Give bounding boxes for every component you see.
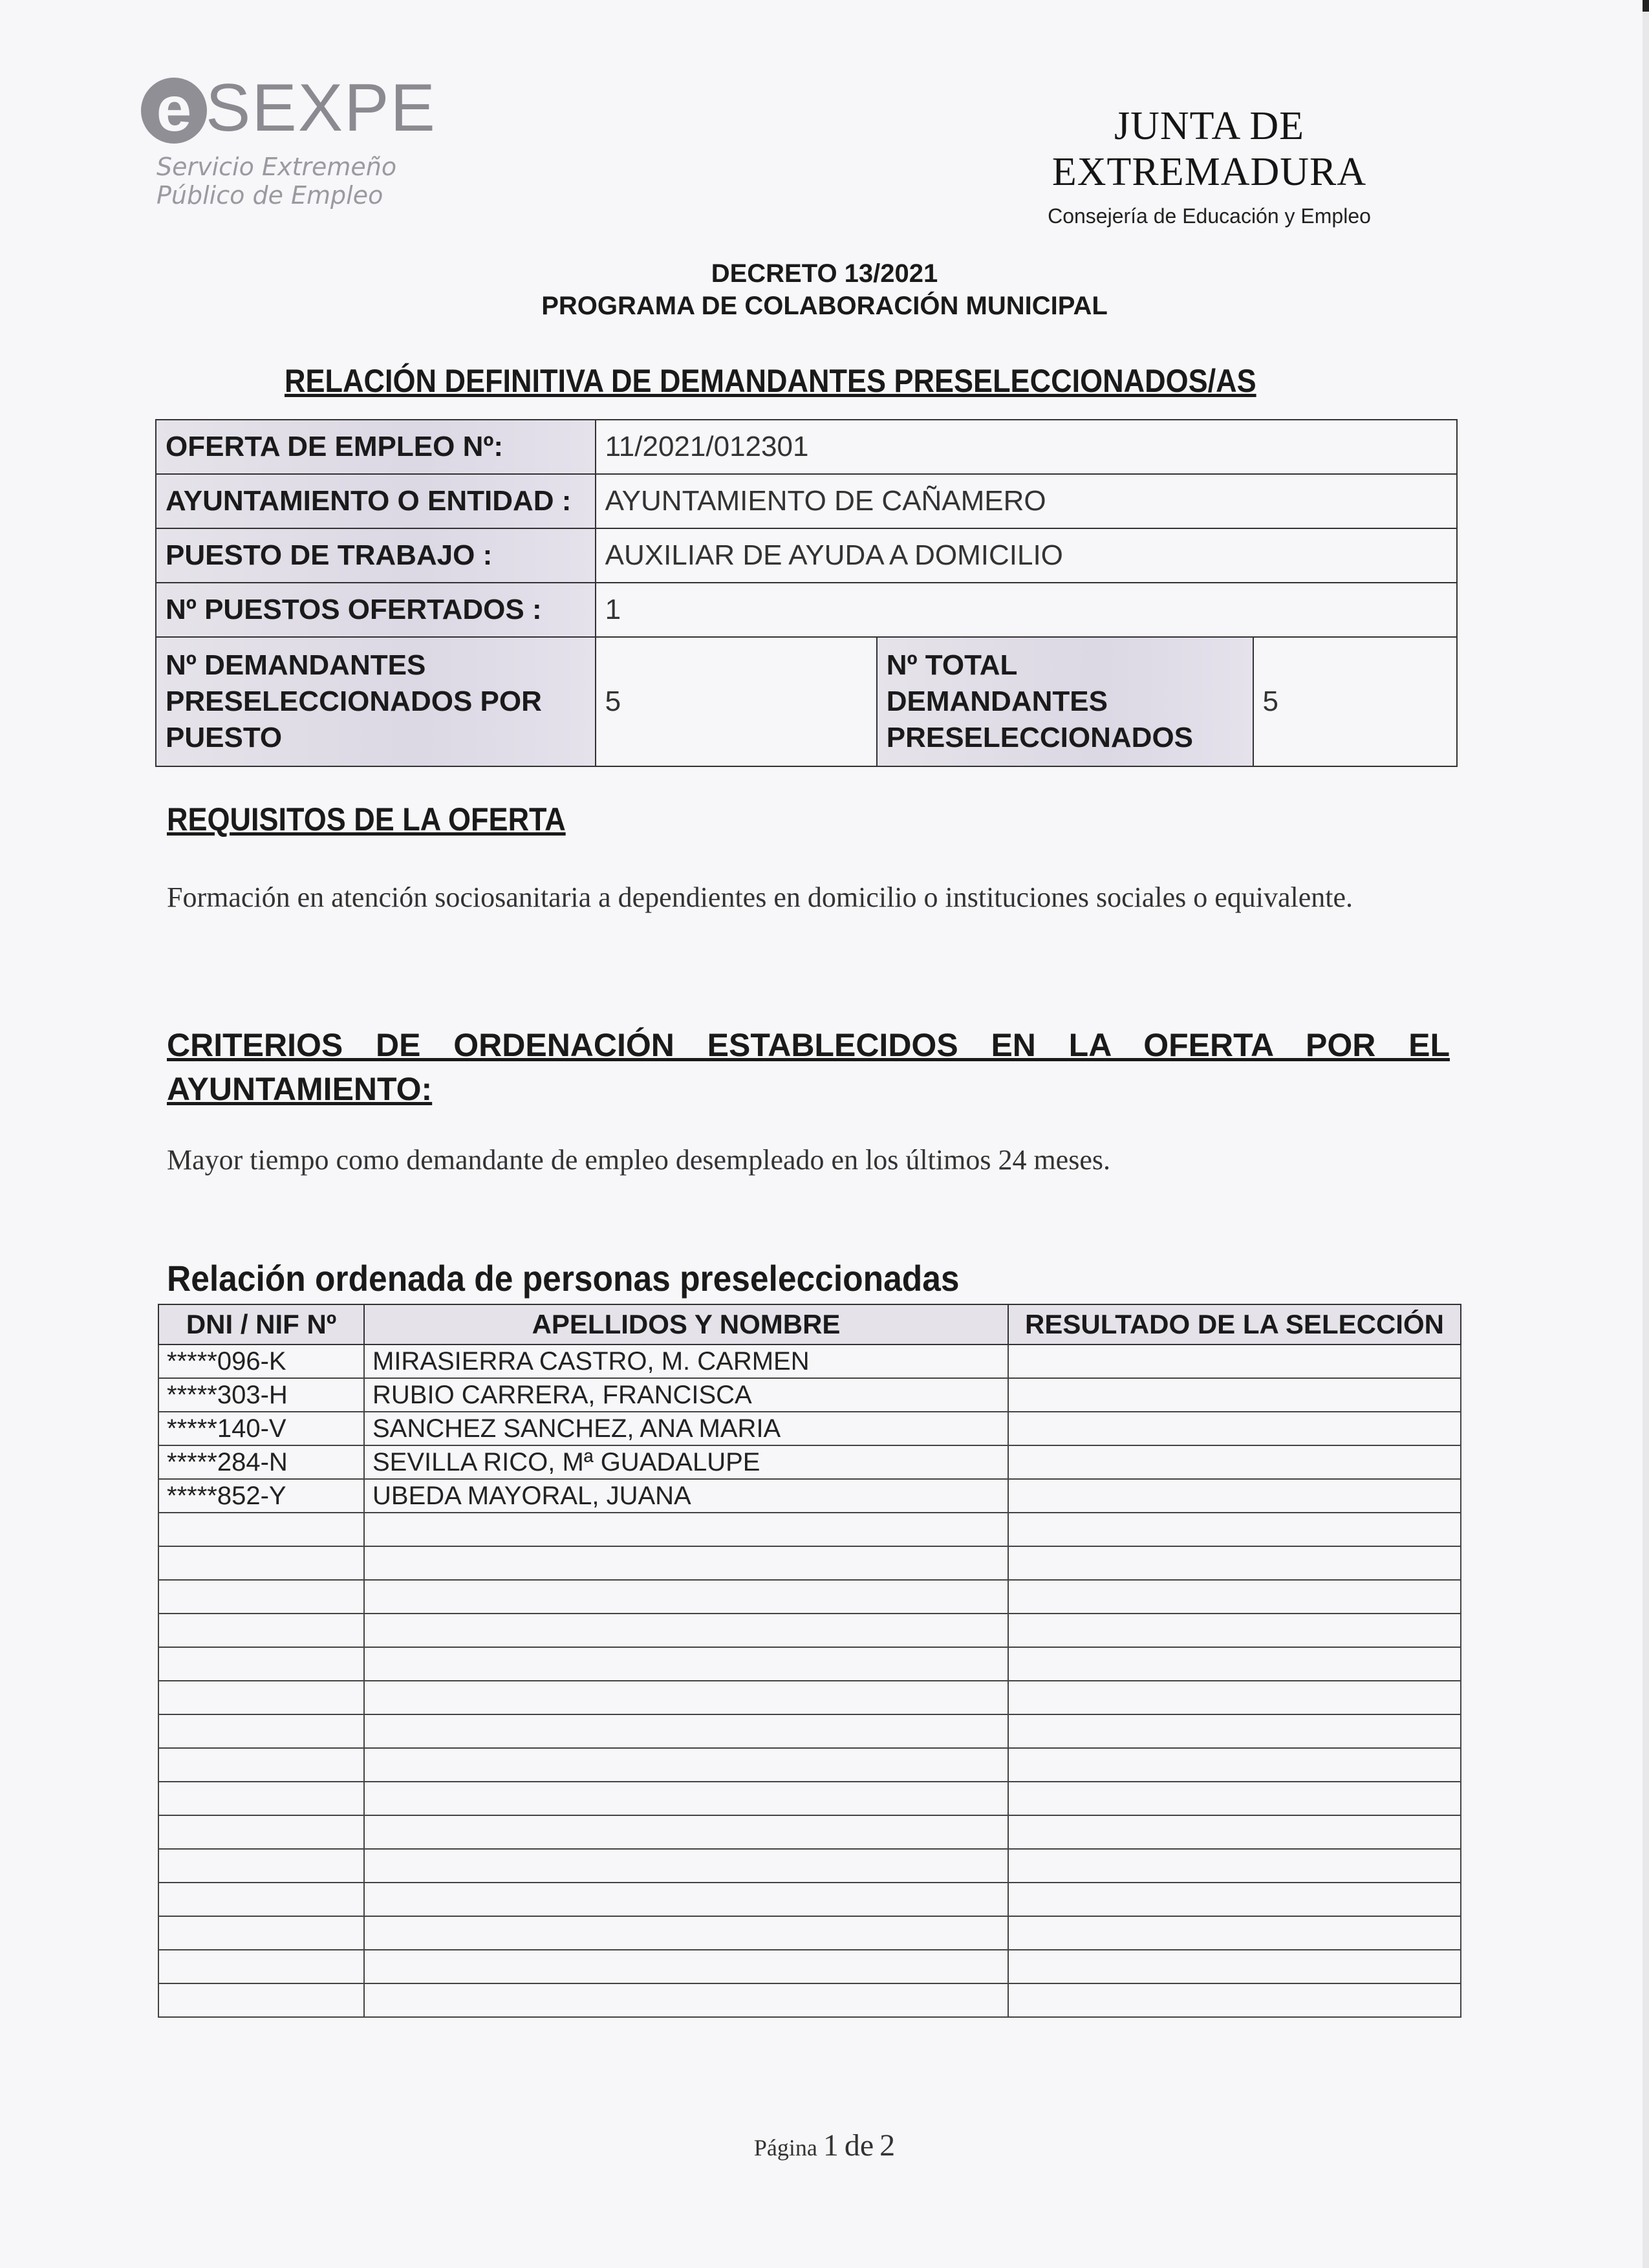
sexpe-e-icon: e xyxy=(141,78,207,144)
requirements-title: REQUISITOS DE LA OFERTA xyxy=(167,801,566,837)
cell-name xyxy=(364,1546,1008,1580)
cell-result xyxy=(1008,1849,1461,1883)
offer-value: 11/2021/012301 xyxy=(596,420,1457,474)
sexpe-logo-subtitle xyxy=(156,153,396,210)
cell-name xyxy=(364,1782,1008,1815)
cell-dni xyxy=(158,1950,364,1983)
table-row xyxy=(158,1647,1461,1681)
table-row xyxy=(158,1983,1461,2017)
table-row xyxy=(158,1916,1461,1950)
cell-result xyxy=(1008,1345,1461,1378)
junta-subtitle: Consejería de Educación y Empleo xyxy=(1048,204,1371,228)
table-row xyxy=(158,1479,1461,1513)
persons-header-row xyxy=(158,1304,1461,1345)
total-label: Nº TOTAL DEMANDANTES PRESELECCIONADOS xyxy=(877,637,1253,766)
cell-name xyxy=(364,1580,1008,1614)
scan-edge xyxy=(1643,0,1649,2268)
sexpe-logo xyxy=(141,70,436,212)
cell-dni xyxy=(158,1580,364,1614)
cell-name xyxy=(364,1916,1008,1950)
table-row xyxy=(158,1815,1461,1849)
cell-dni xyxy=(158,1647,364,1681)
sexpe-logo-name: SEXPE xyxy=(206,70,436,146)
header-name: APELLIDOS Y NOMBRE xyxy=(364,1304,1008,1345)
entity-value: AYUNTAMIENTO DE CAÑAMERO xyxy=(596,474,1457,528)
cell-result xyxy=(1008,1782,1461,1815)
cell-result xyxy=(1008,1950,1461,1983)
table-row xyxy=(158,1378,1461,1412)
offer-info-table xyxy=(155,419,1458,767)
table-row xyxy=(158,1513,1461,1546)
job-label: PUESTO DE TRABAJO : xyxy=(156,528,596,583)
offer-label: OFERTA DE EMPLEO Nº: xyxy=(156,420,596,474)
cell-name xyxy=(364,1849,1008,1883)
cell-result xyxy=(1008,1748,1461,1782)
cell-result xyxy=(1008,1445,1461,1479)
posts-row xyxy=(156,583,1457,637)
job-row xyxy=(156,528,1457,583)
page-word: Página xyxy=(753,2135,817,2161)
page-of: de xyxy=(844,2128,874,2163)
table-row xyxy=(158,1412,1461,1445)
junta-header xyxy=(983,103,1436,228)
cell-dni: *****852-Y xyxy=(158,1479,364,1513)
cell-dni xyxy=(158,1815,364,1849)
page-current: 1 xyxy=(823,2128,839,2163)
header-dni: DNI / NIF Nº xyxy=(158,1304,364,1345)
relation-title: RELACIÓN DEFINITIVA DE DEMANDANTES PRESELECCIONADOS/AS xyxy=(285,363,1256,399)
job-value: AUXILIAR DE AYUDA A DOMICILIO xyxy=(596,528,1457,583)
cell-result xyxy=(1008,1647,1461,1681)
cell-dni: *****303-H xyxy=(158,1378,364,1412)
cell-result xyxy=(1008,1883,1461,1916)
cell-result xyxy=(1008,1714,1461,1748)
cell-result xyxy=(1008,1546,1461,1580)
sexpe-sub-line-1: Servicio Extremeño xyxy=(156,153,397,181)
per-post-value: 5 xyxy=(596,637,877,766)
cell-dni xyxy=(158,1681,364,1714)
cell-name xyxy=(364,1815,1008,1849)
criteria-text: Mayor tiempo como demandante de empleo desempleado en los últimos 24 meses. xyxy=(167,1144,1110,1176)
cell-dni xyxy=(158,1983,364,2017)
per-post-label: Nº DEMANDANTES PRESELECCIONADOS POR PUESTO xyxy=(156,637,596,766)
cell-dni xyxy=(158,1614,364,1647)
header-result: RESULTADO DE LA SELECCIÓN xyxy=(1008,1304,1461,1345)
cell-dni xyxy=(158,1513,364,1546)
cell-dni: *****096-K xyxy=(158,1345,364,1378)
scan-edge-mark xyxy=(1643,0,1649,12)
table-row xyxy=(158,1681,1461,1714)
table-row xyxy=(158,1580,1461,1614)
table-row xyxy=(158,1883,1461,1916)
junta-title: JUNTA DE EXTREMADURA xyxy=(1051,104,1367,194)
posts-label: Nº PUESTOS OFERTADOS : xyxy=(156,583,596,637)
cell-result xyxy=(1008,1983,1461,2017)
criteria-title: CRITERIOS DE ORDENACIÓN ESTABLECIDOS EN LA OFERTA POR EL AYUNTAMIENTO: xyxy=(167,1027,1450,1107)
cell-dni xyxy=(158,1916,364,1950)
cell-dni xyxy=(158,1714,364,1748)
table-row xyxy=(158,1849,1461,1883)
table-row xyxy=(158,1714,1461,1748)
cell-result xyxy=(1008,1378,1461,1412)
page-total: 2 xyxy=(879,2128,896,2163)
cell-result xyxy=(1008,1479,1461,1513)
cell-dni xyxy=(158,1748,364,1782)
cell-name xyxy=(364,1714,1008,1748)
cell-dni: *****284-N xyxy=(158,1445,364,1479)
entity-row xyxy=(156,474,1457,528)
cell-name xyxy=(364,1614,1008,1647)
offer-row xyxy=(156,420,1457,474)
cell-dni xyxy=(158,1883,364,1916)
table-row xyxy=(158,1614,1461,1647)
cell-name xyxy=(364,1883,1008,1916)
cell-result xyxy=(1008,1412,1461,1445)
cell-name xyxy=(364,1647,1008,1681)
persons-title: Relación ordenada de personas preseleccionadas xyxy=(167,1258,960,1299)
cell-name: SANCHEZ SANCHEZ, ANA MARIA xyxy=(364,1412,1008,1445)
table-row xyxy=(158,1782,1461,1815)
cell-result xyxy=(1008,1681,1461,1714)
page-number xyxy=(0,2128,1649,2163)
cell-dni: *****140-V xyxy=(158,1412,364,1445)
cell-name: UBEDA MAYORAL, JUANA xyxy=(364,1479,1008,1513)
sexpe-sub-line-2: Público de Empleo xyxy=(156,181,383,210)
table-row xyxy=(158,1950,1461,1983)
applicants-row xyxy=(156,637,1457,766)
entity-label: AYUNTAMIENTO O ENTIDAD : xyxy=(156,474,596,528)
cell-result xyxy=(1008,1614,1461,1647)
cell-name xyxy=(364,1681,1008,1714)
cell-result xyxy=(1008,1513,1461,1546)
cell-dni xyxy=(158,1782,364,1815)
cell-result xyxy=(1008,1580,1461,1614)
total-value: 5 xyxy=(1253,637,1457,766)
cell-name xyxy=(364,1748,1008,1782)
table-row xyxy=(158,1748,1461,1782)
cell-name xyxy=(364,1513,1008,1546)
persons-table-body xyxy=(158,1345,1461,2017)
cell-name xyxy=(364,1950,1008,1983)
cell-dni xyxy=(158,1849,364,1883)
decree-number: DECRETO 13/2021 xyxy=(711,259,938,288)
cell-name: SEVILLA RICO, Mª GUADALUPE xyxy=(364,1445,1008,1479)
table-row xyxy=(158,1445,1461,1479)
table-row xyxy=(158,1345,1461,1378)
cell-name: MIRASIERRA CASTRO, M. CARMEN xyxy=(364,1345,1008,1378)
cell-name: RUBIO CARRERA, FRANCISCA xyxy=(364,1378,1008,1412)
posts-value: 1 xyxy=(596,583,1457,637)
decree-heading xyxy=(0,257,1649,322)
program-name: PROGRAMA DE COLABORACIÓN MUNICIPAL xyxy=(541,292,1108,320)
cell-result xyxy=(1008,1916,1461,1950)
table-row xyxy=(158,1546,1461,1580)
cell-name xyxy=(364,1983,1008,2017)
cell-dni xyxy=(158,1546,364,1580)
requirements-text: Formación en atención sociosanitaria a dependientes en domicilio o instituciones sociales o equivalente. xyxy=(167,881,1353,913)
persons-table xyxy=(158,1304,1461,2018)
cell-result xyxy=(1008,1815,1461,1849)
